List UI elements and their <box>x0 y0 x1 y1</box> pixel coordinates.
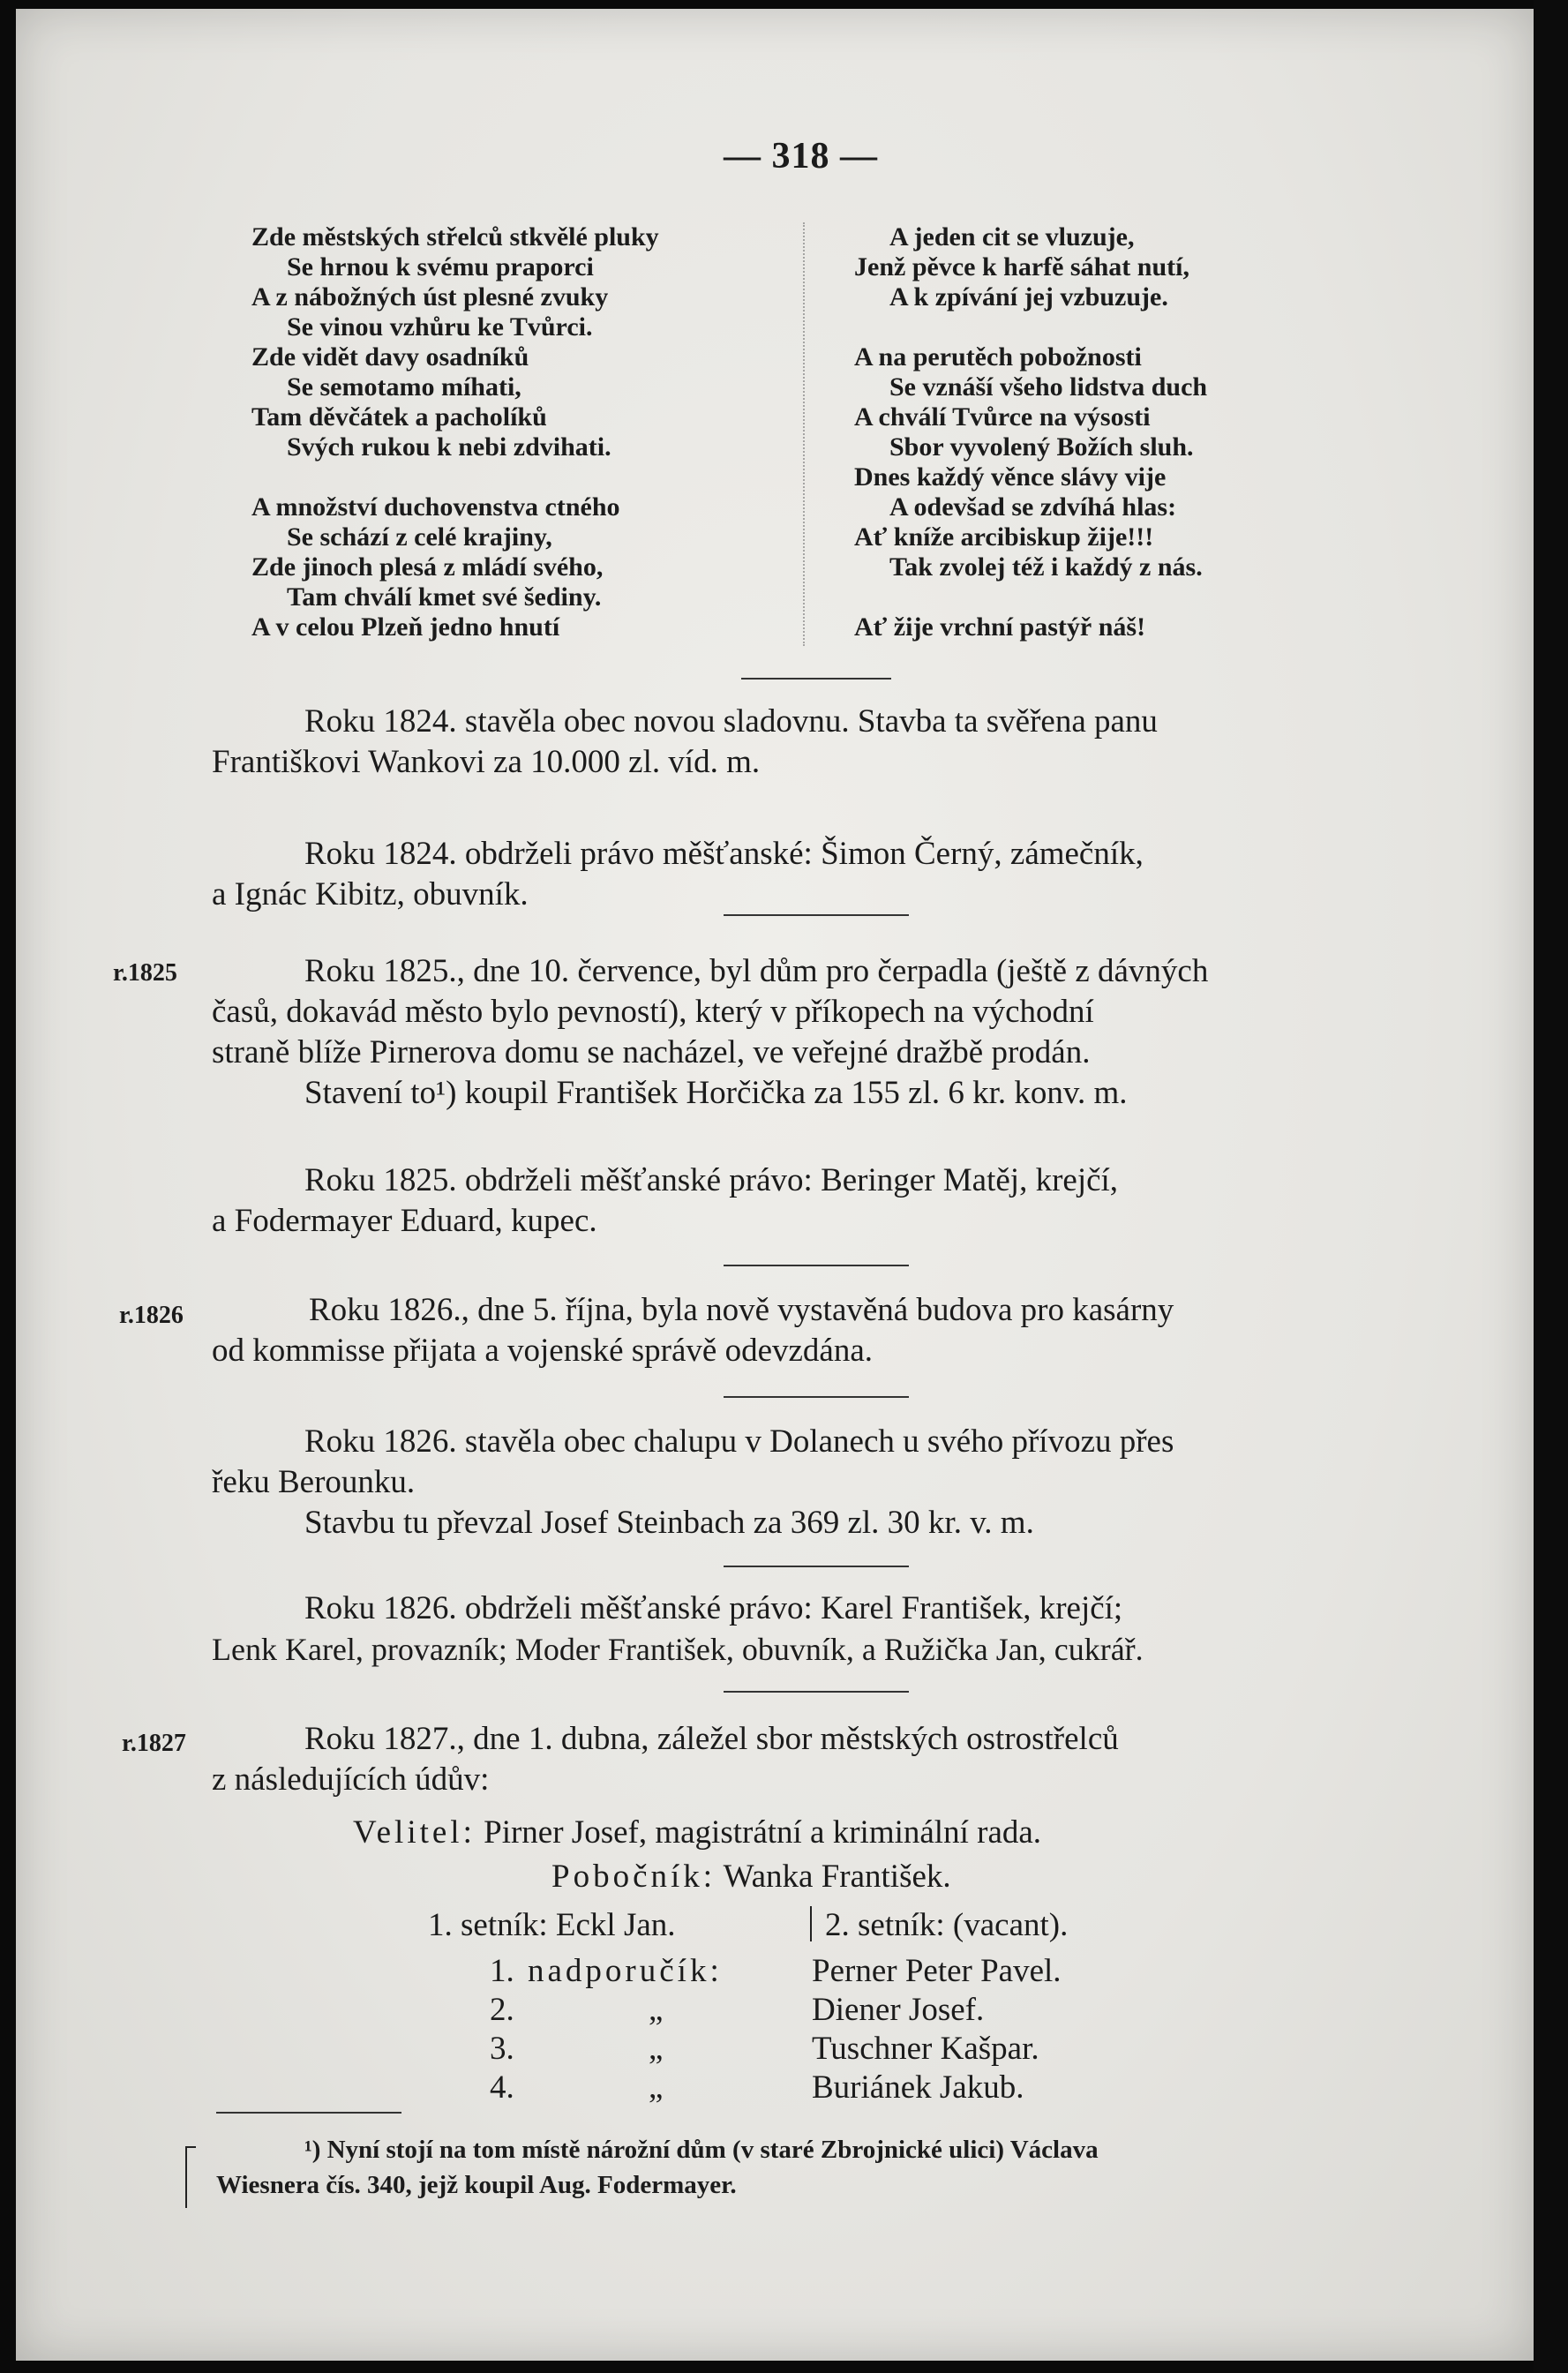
page-number: — 318 — <box>724 136 878 176</box>
roster-label: Velitel: <box>353 1814 476 1851</box>
footnote-line: Wiesnera čís. 340, jejž koupil Aug. Fodermayer. <box>216 2171 737 2199</box>
poem-line: Svých rukou k nebi zdvihati. <box>287 432 611 462</box>
section-divider <box>724 1566 909 1567</box>
roster-row-name: Buriánek Jakub. <box>812 2069 1024 2106</box>
poem-line: A jeden cit se vluzuje, <box>889 222 1135 252</box>
paragraph-line: a Ignác Kibitz, obuvník. <box>212 876 529 912</box>
paragraph-line: řeku Berounku. <box>212 1464 416 1500</box>
roster-setnik-1: 1. setník: Eckl Jan. <box>428 1907 676 1943</box>
roster-row-num: 4. <box>490 2069 514 2106</box>
poem-line: Se hrnou k svému praporci <box>287 252 594 282</box>
paragraph-line: Roku 1824. obdrželi právo měšťanské: Šimon Černý, zámečník, <box>304 836 1144 872</box>
roster-setnik-2: 2. setník: (vacant). <box>825 1907 1069 1943</box>
margin-year-note: r.1827 <box>122 1730 186 1757</box>
poem-line: Se vinou vzhůru ke Tvůrci. <box>287 312 593 342</box>
poem-line: Tam chválí kmet své šediny. <box>287 582 602 612</box>
roster-value: Wanka František. <box>723 1859 951 1895</box>
poem-line: A odevšad se zdvíhá hlas: <box>889 492 1177 522</box>
paragraph-line: časů, dokavád město bylo pevností), který v příkopech na východní <box>212 994 1094 1030</box>
paragraph-line: z následujících údův: <box>212 1761 490 1798</box>
poem-right-column <box>854 222 1207 642</box>
footnote-line: ¹) Nyní stojí na tom místě nárožní dům (v staré Zbrojnické ulici) Václava <box>304 2136 1099 2164</box>
setnik-separator <box>810 1906 812 1941</box>
scan-edge <box>1534 0 1568 2373</box>
roster-row-rank: nadporučík: <box>528 1953 723 1989</box>
poem-line: Zde městských střelců stkvělé pluky <box>251 222 659 252</box>
roster-row-num: 1. <box>490 1953 514 1989</box>
poem-line: Se vznáší všeho lidstva duch <box>889 372 1208 402</box>
poem-line: Zde vidět davy osadníků <box>251 342 529 372</box>
paragraph-line: straně blíže Pirnerova domu se nacházel, ve veřejné dražbě prodán. <box>212 1034 1091 1070</box>
roster-row-num: 3. <box>490 2031 514 2067</box>
roster-label: Pobočník: <box>551 1859 716 1895</box>
poem-line: A množství duchovenstva ctného <box>251 492 620 522</box>
section-divider <box>724 1396 909 1398</box>
paragraph-line: Roku 1826. stavěla obec chalupu v Dolanech u svého přívozu přes <box>304 1423 1174 1460</box>
paragraph-line: Roku 1825., dne 10. července, byl dům pro čerpadla (ještě z dávných <box>304 953 1209 989</box>
poem-line: Ať kníže arcibiskup žije!!! <box>854 522 1154 552</box>
roster-row-rank: „ <box>649 2031 664 2067</box>
roster-row-name: Tuschner Kašpar. <box>812 2031 1039 2067</box>
paragraph-line: Roku 1824. stavěla obec novou sladovnu. Stavba ta svěřena panu <box>304 703 1158 740</box>
section-divider <box>724 1265 909 1266</box>
section-divider <box>741 678 891 680</box>
paragraph-line: Roku 1825. obdrželi měšťanské právo: Beringer Matěj, krejčí, <box>304 1162 1119 1198</box>
poem-line: A z nábožných úst plesné zvuky <box>251 282 609 312</box>
paragraph-line: Stavbu tu převzal Josef Steinbach za 369 zl. 30 kr. v. m. <box>304 1505 1034 1541</box>
paragraph-line: od kommisse přijata a vojenské správě odevzdána. <box>212 1333 874 1369</box>
poem-line: Se semotamo míhati, <box>287 372 521 402</box>
column-divider <box>803 222 822 646</box>
paragraph-line: Roku 1827., dne 1. dubna, záležel sbor městských ostrostřelců <box>304 1721 1119 1757</box>
roster-value: Pirner Josef, magistrátní a kriminální rada. <box>484 1814 1042 1851</box>
poem-line: Ať žije vrchní pastýř náš! <box>854 612 1146 642</box>
poem-line: Tam děvčátek a pacholíků <box>251 402 547 432</box>
paragraph-line: Lenk Karel, provazník; Moder František, obuvník, a Ružička Jan, cukrář. <box>212 1632 1144 1667</box>
paragraph-line: Roku 1826., dne 5. října, byla nově vystavěná budova pro kasárny <box>309 1292 1174 1328</box>
poem-line: A chválí Tvůrce na výsosti <box>854 402 1151 432</box>
footnote-bracket <box>185 2146 196 2208</box>
poem-left-column <box>251 222 659 642</box>
paragraph-line: Roku 1826. obdrželi měšťanské právo: Karel František, krejčí; <box>304 1590 1123 1626</box>
paragraph-line: a Fodermayer Eduard, kupec. <box>212 1203 597 1239</box>
margin-year-note: r.1826 <box>119 1302 184 1329</box>
roster-pobocnik <box>551 1858 951 1896</box>
section-divider <box>724 914 909 916</box>
roster-row-rank: „ <box>649 2069 664 2106</box>
poem-line: A na perutěch pobožnosti <box>854 342 1142 372</box>
footnote-divider <box>216 2112 401 2114</box>
roster-row-num: 2. <box>490 1992 514 2028</box>
roster-velitel <box>353 1814 1041 1851</box>
poem-line: Dnes každý věnce slávy vije <box>854 462 1167 492</box>
margin-year-note: r.1825 <box>113 959 177 987</box>
paragraph-line: Františkovi Wankovi za 10.000 zl. víd. m. <box>212 744 761 780</box>
poem-line: Sbor vyvolený Božích sluh. <box>889 432 1194 462</box>
poem-line: Se schází z celé krajiny, <box>287 522 552 552</box>
section-divider <box>724 1691 909 1693</box>
poem-line: Tak zvolej též i každý z nás. <box>889 552 1203 582</box>
roster-row-name: Perner Peter Pavel. <box>812 1953 1062 1989</box>
roster-row-name: Diener Josef. <box>812 1992 985 2028</box>
poem-line: Zde jinoch plesá z mládí svého, <box>251 552 604 582</box>
roster-row-rank: „ <box>649 1992 664 2028</box>
poem-line: A k zpívání jej vzbuzuje. <box>889 282 1168 312</box>
poem-line: Jenž pěvce k harfě sáhat nutí, <box>854 252 1189 282</box>
paragraph-line: Stavení to¹) koupil František Horčička za 155 zl. 6 kr. konv. m. <box>304 1075 1128 1111</box>
poem-line: A v celou Plzeň jedno hnutí <box>251 612 560 642</box>
